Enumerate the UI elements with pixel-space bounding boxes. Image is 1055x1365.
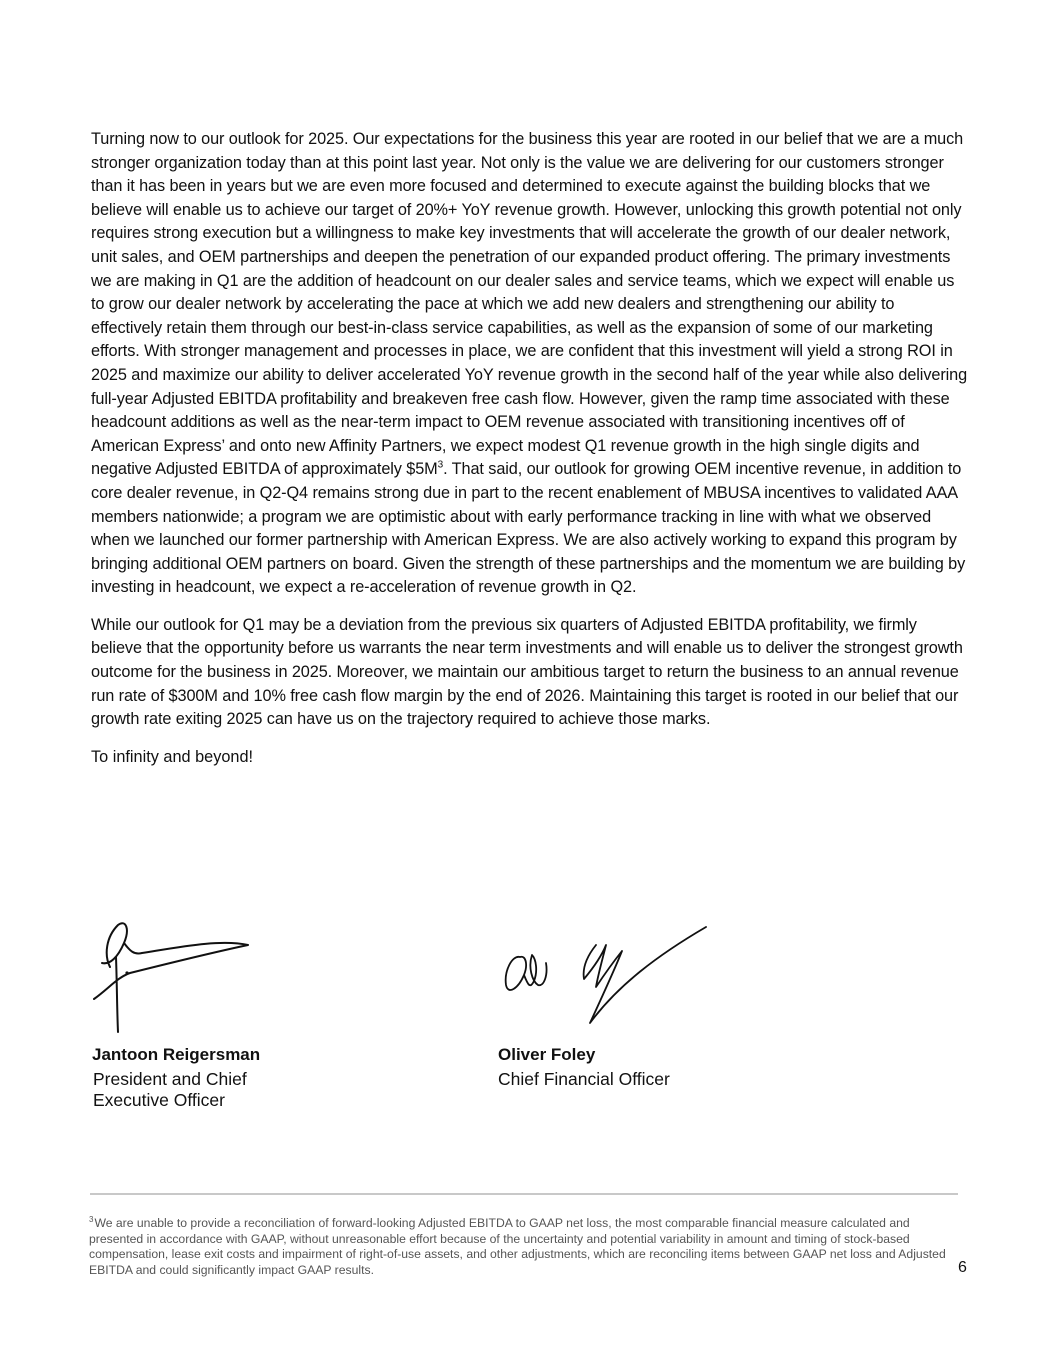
ceo-signature-icon	[90, 915, 270, 1040]
ceo-title: President and Chief Executive Officer	[93, 1069, 247, 1110]
footnote-reference: 3	[437, 459, 444, 471]
cfo-signature-icon	[498, 915, 718, 1040]
outlook-paragraph-text-2: . That said, our outlook for growing OEM incentive revenue, in addition to core dealer revenue, in Q2-Q4 remains strong due in part to the recent enablement of MBUSA incentives to validated AAA members nationwide; a program we are optimistic about with early performance tracking in line with what we observed when we launched our former partnership with American Express. We are also actively working to expand this program by bringing additional OEM partners on board. Given the strength of these partnerships and the momentum we are building by investing in headcount, we expect a re-acceleration of revenue growth in Q2.	[91, 460, 966, 597]
signature-ceo	[90, 915, 270, 1110]
signature-cfo	[498, 915, 718, 1089]
cfo-name: Oliver Foley	[498, 1045, 596, 1064]
target-paragraph: While our outlook for Q1 may be a deviation from the previous six quarters of Adjusted EBITDA profitability, we firmly believe that the opportunity before us warrants the near term investments and will enable us to deliver the strongest growth outcome for the business in 2025. Moreover, we maintain our ambitious target to return the business to an annual revenue run rate of $300M and 10% free cash flow margin by the end of 2026. Maintaining this target is rooted in our belief that our growth rate exiting 2025 can have us on the trajectory required to achieve those marks.	[91, 615, 963, 729]
closing-line: To infinity and beyond!	[91, 747, 254, 766]
footnote	[89, 1216, 959, 1278]
footnote-marker: 3	[89, 1214, 94, 1224]
ceo-name: Jantoon Reigersman	[92, 1045, 261, 1064]
page-number: 6	[958, 1259, 967, 1276]
letter-body	[91, 128, 969, 769]
outlook-paragraph-text-1: Turning now to our outlook for 2025. Our expectations for the business this year are rooted in our belief that we are a much stronger organization today than at this point last year. Not only is the value we are delivering for our customers stronger than it has been in years but we are even more focused and determined to execute against the building blocks that we believe will enable us to achieve our target of 20%+ YoY revenue growth. However, unlocking this growth potential not only requires strong execution but a willingness to make key investments that will accelerate the growth of our dealer network, unit sales, and OEM partnerships and deepen the penetration of our expanded product offering. The primary investments we are making in Q1 are the addition of headcount on our dealer sales and service teams, which we expect will enable us to grow our dealer network by accelerating the pace at which we add new dealers and strengthening our ability to effectively retain them through our best-in-class service capabilities, as well as the expansion of some of our marketing efforts. With stronger management and processes in place, we are confident that this investment will yield a strong ROI in 2025 and maximize our ability to deliver accelerated YoY revenue growth in the second half of the year while also delivering full-year Adjusted EBITDA profitability and breakeven free cash flow. However, given the ramp time associated with these headcount additions as well as the near-term impact to OEM revenue associated with transitioning incentives off of American Express’ and onto new Affinity Partners, we expect modest Q1 revenue growth in the high single digits and negative Adjusted EBITDA of approximately $5M	[91, 130, 968, 479]
cfo-title: Chief Financial Officer	[498, 1069, 670, 1089]
footnote-text: We are unable to provide a reconciliation of forward-looking Adjusted EBITDA to GAAP net loss, the most comparable financial measure calculated and presented in accordance with GAAP, without unreasonable effort because of the uncertainty and potential variability in amount and timing of stock-based compensation, lease exit costs and impairment of right-of-use assets, and other adjustments, which are reconciling items between GAAP net loss and Adjusted EBITDA and could significantly impact GAAP results.	[89, 1216, 946, 1277]
footnote-divider	[90, 1193, 958, 1195]
outlook-paragraph	[91, 128, 969, 600]
